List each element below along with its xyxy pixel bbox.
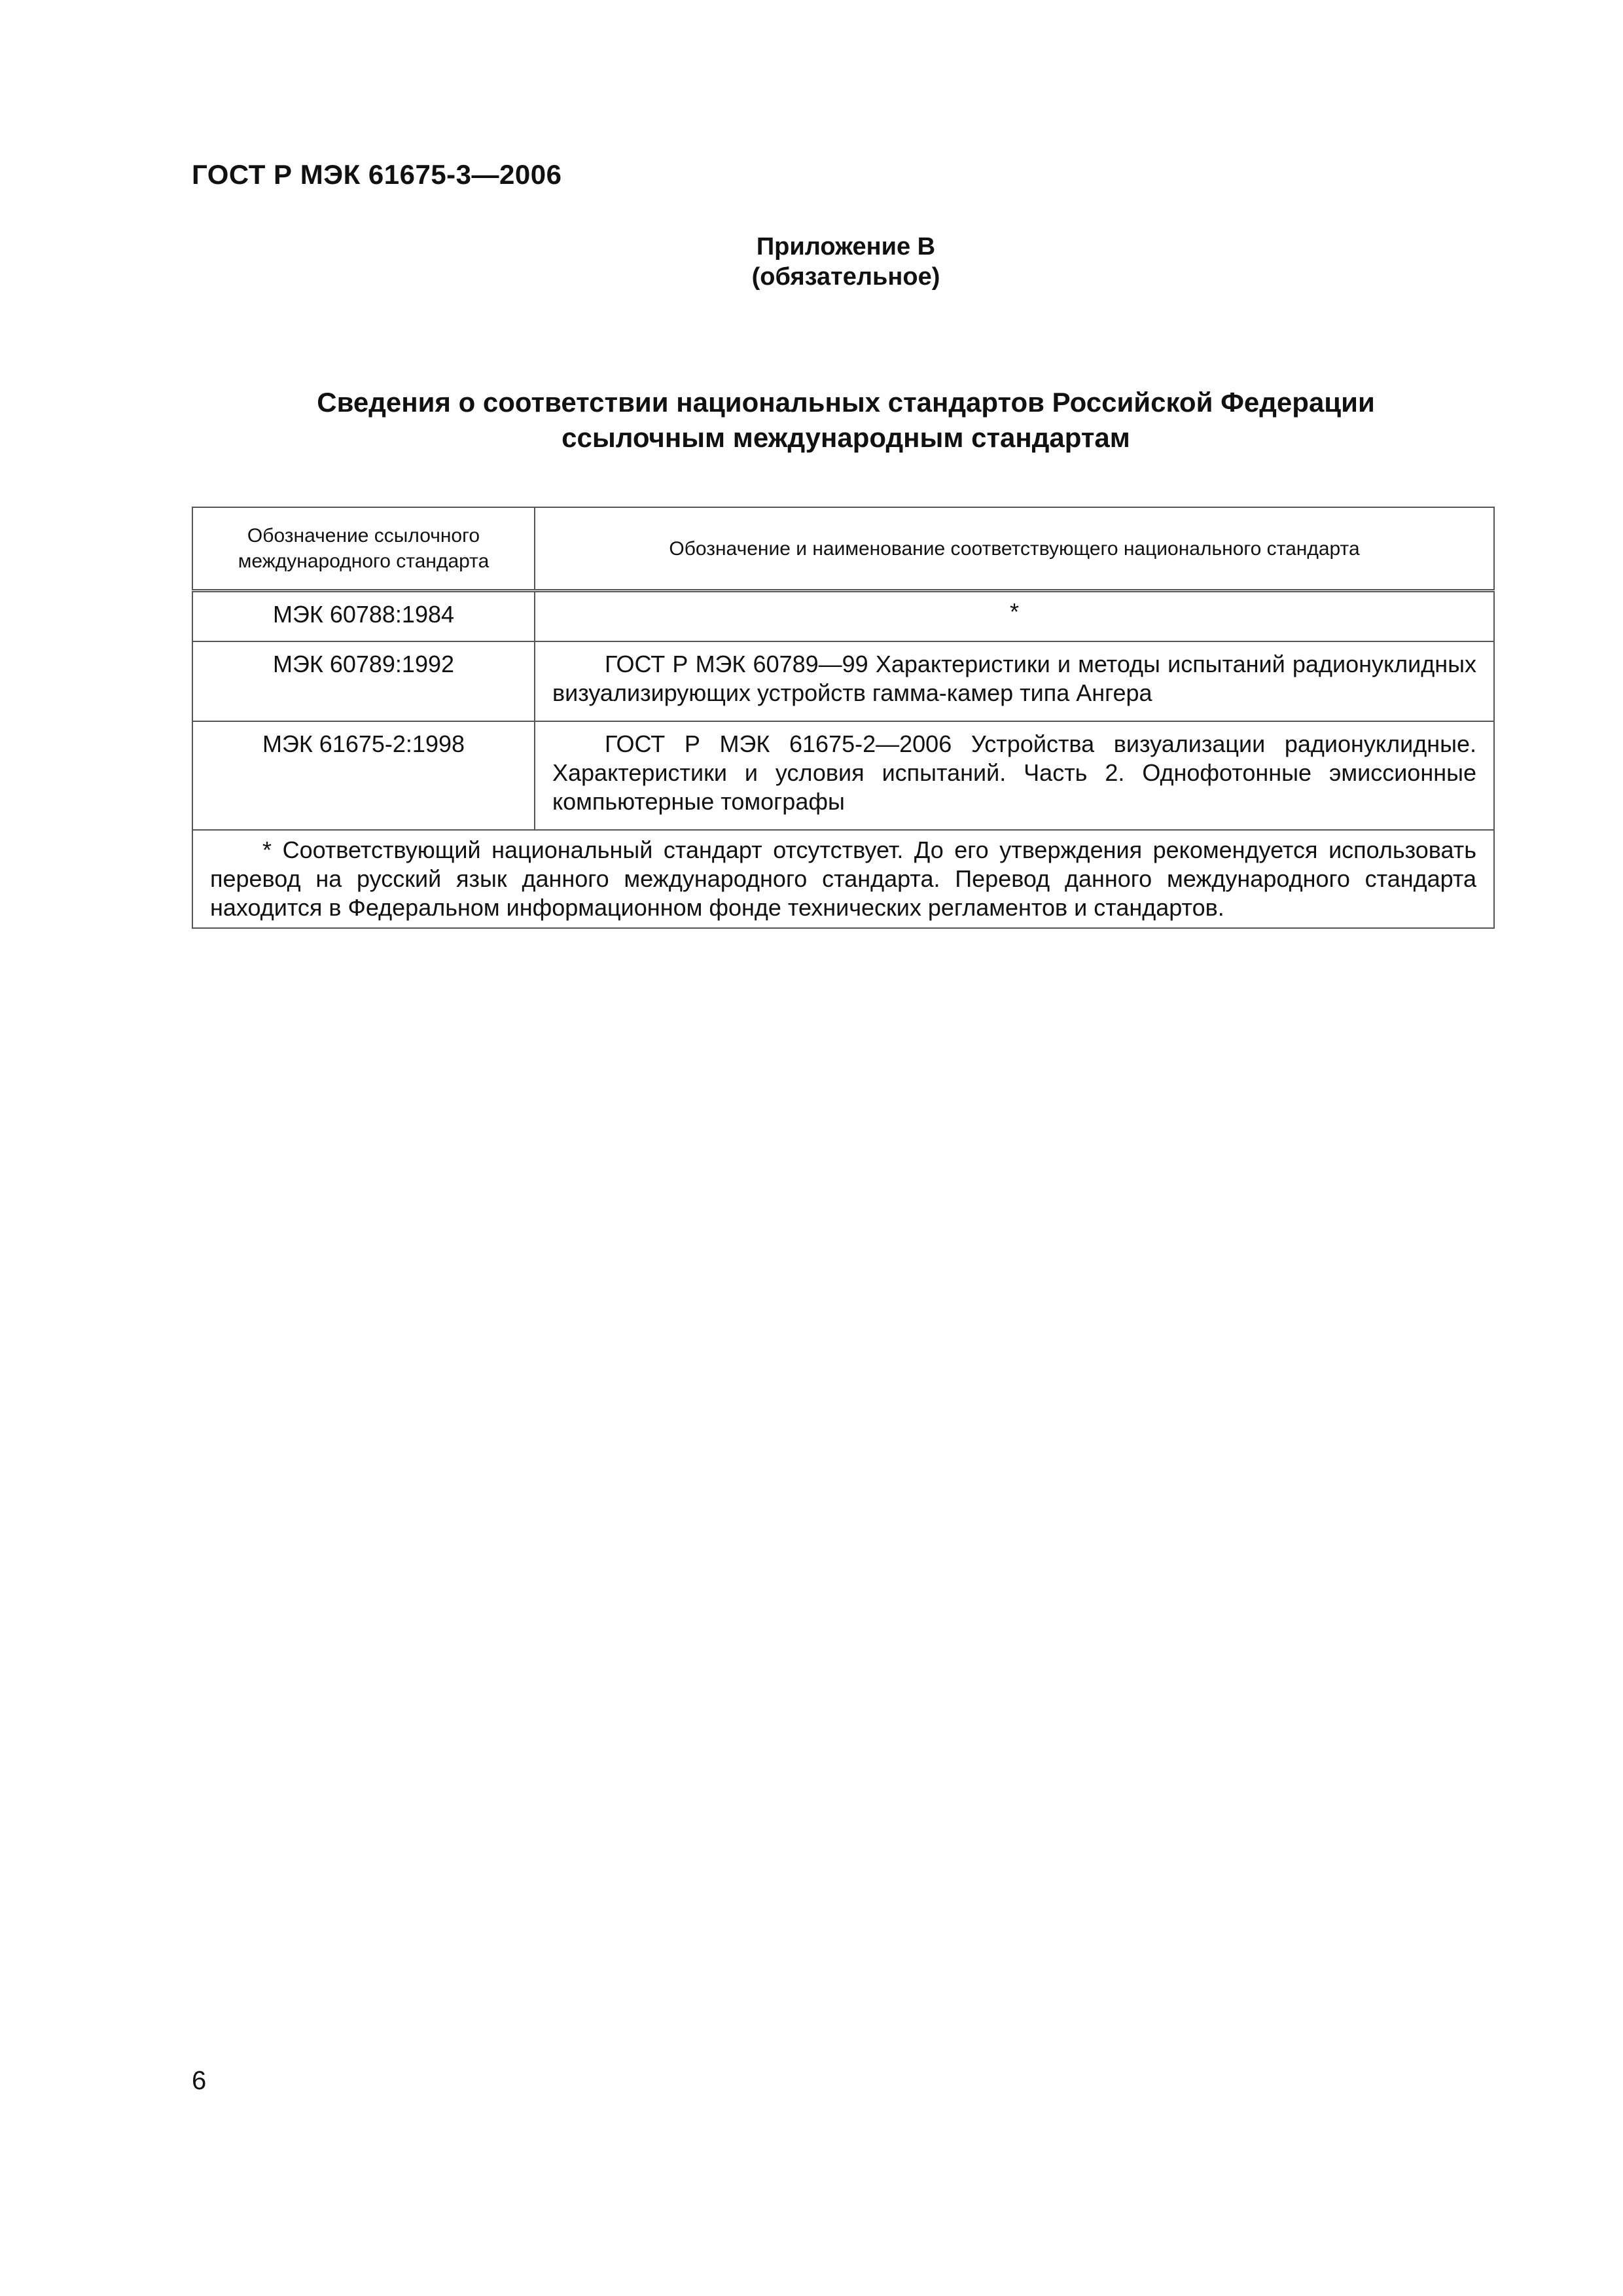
table-row (192, 641, 1494, 721)
table-row (192, 721, 1494, 830)
national-cell: ГОСТ Р МЭК 60789—99 Характеристики и методы испытаний радионуклидных визуализирующих устройств гамма-камер типа Ангера (535, 641, 1494, 721)
national-cell: * (535, 591, 1494, 642)
table-row (192, 591, 1494, 642)
ref-cell: МЭК 60789:1992 (192, 641, 535, 721)
annex-status: (обязательное) (751, 263, 940, 291)
header-cell-national-standard: Обозначение и наименование соответствующего национального стандарта (535, 507, 1494, 591)
standards-correspondence-table (192, 507, 1495, 929)
page-number: 6 (192, 2066, 207, 2095)
table-footnote-row (192, 830, 1494, 928)
header-cell-international-ref: Обозначение ссылочного международного стандарта (192, 507, 535, 591)
annex-title: Приложение В (756, 233, 936, 260)
section-title-line-2: ссылочным международным стандартам (562, 422, 1130, 453)
table-header-row (192, 507, 1494, 591)
national-cell: ГОСТ Р МЭК 61675-2—2006 Устройства визуализации радионуклидные. Характеристики и условия испытаний. Часть 2. Однофотонные эмиссионные компьютерные томографы (535, 721, 1494, 830)
ref-cell: МЭК 61675-2:1998 (192, 721, 535, 830)
table-footnote: * Соответствующий национальный стандарт отсутствует. До его утверждения рекомендуется использовать перевод на русский язык данного международного стандарта. Перевод данного международного стандарта находится в Федеральном информационном фонде технических регламентов и стандартов. (192, 830, 1494, 928)
ref-cell: МЭК 60788:1984 (192, 591, 535, 642)
section-title-line-1: Сведения о соответствии национальных стандартов Российской Федерации (317, 387, 1375, 418)
document-code: ГОСТ Р МЭК 61675-3—2006 (192, 159, 562, 190)
